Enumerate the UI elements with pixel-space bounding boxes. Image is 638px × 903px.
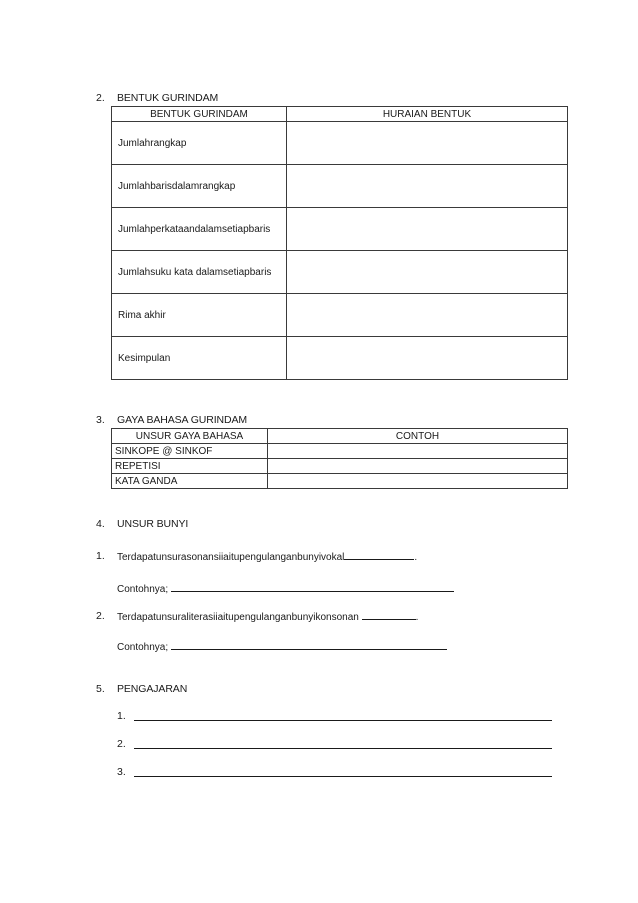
table-row [112,444,568,459]
example-label: Contohnya; [117,642,169,653]
pengajaran-number: 3. [117,766,126,778]
section-2-title: BENTUK GURINDAM [117,92,219,104]
answer-cell[interactable] [287,337,568,380]
section-4-title: UNSUR BUNYI [117,518,189,530]
gaya-bahasa-table [111,428,568,489]
table-row [112,251,568,294]
section-2-number: 2. [96,92,105,104]
answer-cell[interactable] [268,474,568,489]
row-label: SINKOPE @ SINKOF [112,444,268,459]
answer-cell[interactable] [287,208,568,251]
statement-text: Terdapatunsurasonansiiaitupengulanganbunyivokal [117,552,345,563]
row-label: Jumlahrangkap [112,122,287,165]
aliterasi-statement [117,610,418,623]
table-row [112,337,568,380]
section-4-number: 4. [96,518,105,530]
pengajaran-number: 1. [117,710,126,722]
answer-cell[interactable] [287,165,568,208]
answer-cell[interactable] [287,251,568,294]
row-label: KATA GANDA [112,474,268,489]
item-number: 2. [96,610,105,622]
section-5-number: 5. [96,683,105,695]
row-label: Jumlahbarisdalamrangkap [112,165,287,208]
answer-cell[interactable] [287,122,568,165]
pengajaran-line[interactable] [134,748,552,749]
pengajaran-line[interactable] [134,776,552,777]
table-row [112,208,568,251]
item-number: 1. [96,550,105,562]
row-label: Jumlahsuku kata dalamsetiapbaris [112,251,287,294]
answer-cell[interactable] [268,459,568,474]
row-label: Rima akhir [112,294,287,337]
table-row [112,459,568,474]
pengajaran-number: 2. [117,738,126,750]
column-header: HURAIAN BENTUK [287,107,568,122]
answer-blank[interactable] [344,550,414,560]
statement-end: . [414,552,418,563]
row-label: Jumlahperkataandalamsetiapbaris [112,208,287,251]
example-blank[interactable] [171,640,447,650]
column-header: CONTOH [268,429,568,444]
aliterasi-example [117,640,447,653]
table-row [112,165,568,208]
section-5-title: PENGAJARAN [117,683,188,695]
answer-cell[interactable] [268,444,568,459]
table-row [112,294,568,337]
row-label: Kesimpulan [112,337,287,380]
column-header: UNSUR GAYA BAHASA [112,429,268,444]
asonansi-example [117,582,454,595]
bentuk-gurindam-table [111,106,568,380]
statement-end: . [415,612,419,623]
section-3-number: 3. [96,414,105,426]
answer-cell[interactable] [287,294,568,337]
table-header-row [112,107,568,122]
asonansi-statement [117,550,417,563]
section-3-title: GAYA BAHASA GURINDAM [117,414,248,426]
row-label: REPETISI [112,459,268,474]
answer-blank[interactable] [362,610,416,620]
example-blank[interactable] [171,582,454,592]
table-row [112,122,568,165]
table-row [112,474,568,489]
column-header: BENTUK GURINDAM [112,107,287,122]
statement-text: Terdapatunsuraliterasiiaitupengulanganbunyikonsonan [117,612,359,623]
example-label: Contohnya; [117,584,169,595]
pengajaran-line[interactable] [134,720,552,721]
table-header-row [112,429,568,444]
